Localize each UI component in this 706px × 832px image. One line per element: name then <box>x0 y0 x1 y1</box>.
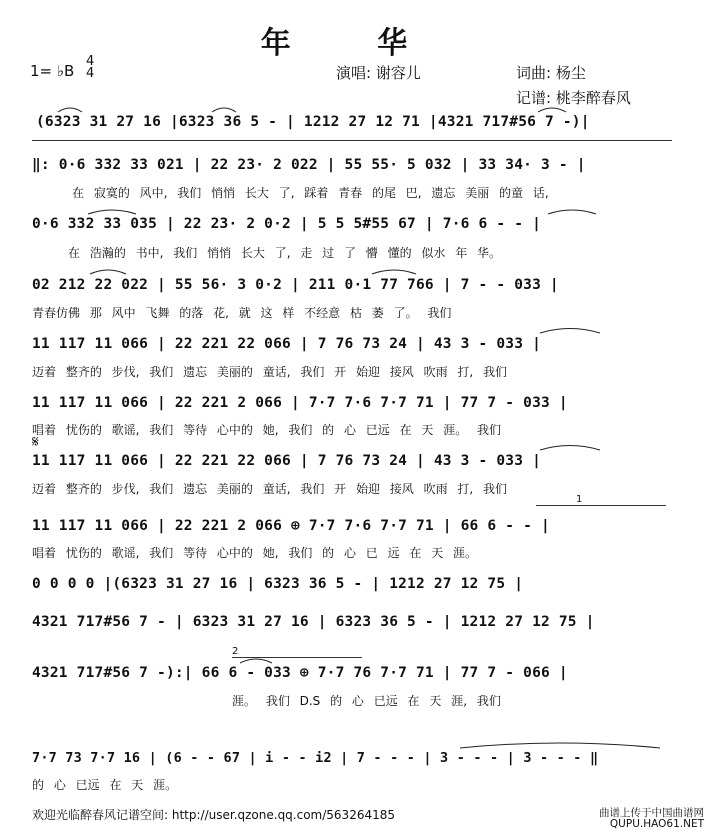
meter-bottom: 4 <box>86 66 95 81</box>
system-9-notes: 0 0 0 0 |(6323 31 27 16 | 6323 36 5 - | 1212 27 12 75 | <box>32 576 524 592</box>
system-8-lyrics: 唱着 忧伤的 歌谣, 我们 等待 心中的 她, 我们 的 心 已 远 在 天 涯。 <box>32 546 478 560</box>
slur <box>540 446 600 451</box>
system-3-lyrics: 在 浩瀚的 书中, 我们 悄悄 长大 了, 走 过 了 懵 懂的 似水 年 华。 <box>68 246 502 260</box>
system-3-notes: 0·6 332 33 035 | 22 23· 2 0·2 | 5 5 5#55 67 | 7·6 6 - - | <box>32 216 541 232</box>
slur <box>90 270 126 274</box>
system-2-lyrics: 在 寂寞的 风中, 我们 悄悄 长大 了, 踩着 青春 的尾 巴, 遗忘 美丽 的童 话, <box>72 186 549 200</box>
slur <box>548 210 596 214</box>
slur <box>58 108 82 112</box>
volta-2-label: 2 <box>232 646 239 657</box>
slur <box>372 270 416 274</box>
slur <box>88 210 136 214</box>
transcriber: 记谱: 桃李醉春风 <box>516 89 631 107</box>
system-2-notes: ‖: 0·6 332 33 021 | 22 23· 2 022 | 55 55· 5 032 | 33 34· 3 - | <box>32 157 586 173</box>
system-7-lyrics: 迈着 整齐的 步伐, 我们 遗忘 美丽的 童话, 我们 开 始迎 接风 吹雨 打, 我们 <box>32 482 508 496</box>
slur <box>240 659 272 663</box>
song-title: 年 华 <box>260 26 446 61</box>
system-4-notes: 02 212 22 022 | 55 56· 3 0·2 | 211 0·1 77 766 | 7 - - 033 | <box>32 277 559 293</box>
system-12-notes: 7·7 73 7·7 16 | (6 - - 67 | i - - i2 | 7 - - - | 3 - - - | 3 - - - ‖ <box>32 750 599 766</box>
tie <box>460 743 660 748</box>
system-4-lyrics: 青春仿佛 那 风中 飞舞 的落 花, 就 这 样 不经意 枯 萎 了。 我们 <box>32 306 452 320</box>
slur <box>212 108 236 112</box>
system-5-notes: 11 117 11 066 | 22 221 22 066 | 7 76 73 24 | 43 3 - 033 | <box>32 336 541 352</box>
meter-top: 4 <box>86 54 95 69</box>
system-12-lyrics: 的 心 已远 在 天 涯。 <box>32 778 178 792</box>
credit-line-1: 曲谱上传于中国曲谱网 <box>599 807 704 819</box>
system-5-lyrics: 迈着 整齐的 步伐, 我们 遗忘 美丽的 童话, 我们 开 始迎 接风 吹雨 打, 我们 <box>32 365 508 379</box>
system-8-notes: 11 117 11 066 | 22 221 2 066 ⊕ 7·7 7·6 7·7 71 | 66 6 - - | <box>32 518 550 534</box>
lyricist-composer: 词曲: 杨尘 <box>516 64 586 82</box>
system-10-notes: 4321 717#56 7 - | 6323 31 27 16 | 6323 36 5 - | 1212 27 12 75 | <box>32 614 595 630</box>
key-signature: 1= ♭B <box>30 62 75 80</box>
footer-text: 欢迎光临醉春风记谱空间: http://user.qzone.qq.com/563264185 <box>32 808 396 822</box>
volta-1-label: 1 <box>576 494 583 505</box>
segno-icon: 𝄋 <box>32 432 39 451</box>
system-6-notes: 11 117 11 066 | 22 221 2 066 | 7·7 7·6 7·7 71 | 77 7 - 033 | <box>32 395 568 411</box>
singer: 演唱: 谢容儿 <box>336 64 421 82</box>
system-7-notes: 11 117 11 066 | 22 221 22 066 | 7 76 73 24 | 43 3 - 033 | <box>32 453 541 469</box>
site-credit <box>599 808 704 830</box>
credit-line-2: QUPU.HAO61.NET <box>609 818 704 830</box>
slur <box>540 329 600 334</box>
system-1-notes: (6323 31 27 16 |6323 36 5 - | 1212 27 12 71 |4321 717#56 7 -)| <box>36 114 590 130</box>
slur <box>538 108 566 112</box>
system-6-lyrics: 唱着 忧伤的 歌谣, 我们 等待 心中的 她, 我们 的 心 已远 在 天 涯。 我们 <box>32 423 502 437</box>
system-11-lyrics: 涯。 我们 D.S 的 心 已远 在 天 涯, 我们 <box>232 694 501 708</box>
system-11-notes: 4321 717#56 7 -):| 66 6 - 033 ⊕ 7·7 76 7·7 71 | 77 7 - 066 | <box>32 665 568 681</box>
